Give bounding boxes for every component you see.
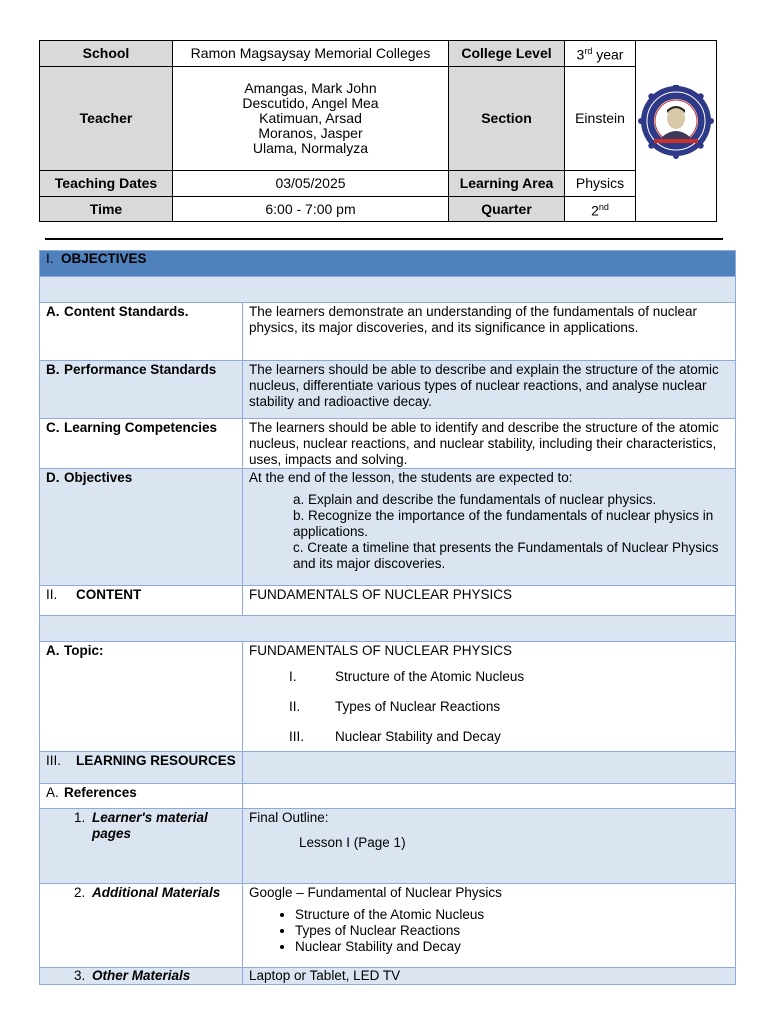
logo-cell [636, 41, 717, 222]
school-value: Ramon Magsaysay Memorial Colleges [173, 41, 449, 67]
objectives-row: D. Objectives At the end of the lesson, the students are expected to: a. Explain and describe the fundamentals of nuclear physics. b. Recognize the importance of the fundamentals of nuclear physics in applications. c. Create a timeline that presents the Fundamentals of Nuclear Physics and its major discoveries. [40, 469, 736, 586]
teaching-dates-value: 03/05/2025 [173, 171, 449, 197]
school-label: School [40, 41, 173, 67]
content-standards-label: Content Standards. [64, 304, 189, 319]
additional-materials-text: Google – Fundamental of Nuclear Physics [249, 885, 502, 900]
learning-competencies-row: C. Learning Competencies The learners should be able to identify and describe the structure of the atomic nucleus, nuclear reactions, and nuclear stability, including their characteristics, uses, impacts and solving. [40, 419, 736, 469]
learning-competencies-label: Learning Competencies [64, 420, 218, 435]
quarter-label: Quarter [449, 197, 565, 222]
content-value: FUNDAMENTALS OF NUCLEAR PHYSICS [243, 586, 736, 616]
topic-label: Topic: [64, 643, 104, 658]
objectives-section-header [40, 251, 736, 277]
performance-standards-text: The learners should be able to describe and explain the structure of the atomic nucleus, differentiate various types of nuclear reactions, and analyse nuclear stability and radioactive decay. [243, 361, 736, 419]
college-seal-logo-icon [638, 85, 714, 175]
teaching-dates-label: Teaching Dates [40, 171, 173, 197]
additional-materials-row: 2. Additional Materials Google – Fundamental of Nuclear Physics • Structure of the Atomic Nucleus • Types of Nuclear Reactions • Nuclear Stability and Decay [40, 884, 736, 968]
section-label: Section [449, 67, 565, 171]
content-row [40, 586, 736, 616]
topic-item: III. Nuclear Stability and Decay [289, 729, 501, 744]
spacer-row [40, 277, 736, 303]
teacher-name: Moranos, Jasper [258, 125, 363, 141]
objectives-title: OBJECTIVES [61, 251, 147, 266]
spacer-row [40, 616, 736, 642]
teacher-name: Ulama, Normalyza [252, 140, 369, 156]
learning-resources-row [40, 752, 736, 784]
learning-competencies-text: The learners should be able to identify and describe the structure of the atomic nucleus, nuclear reactions, and nuclear stability, including their characteristics, uses, impacts and solving. [243, 419, 736, 469]
objectives-label: Objectives [64, 470, 133, 485]
learner-material-label: Learner's material pages [92, 810, 208, 841]
content-standards-text: The learners demonstrate an understanding of the fundamentals of nuclear physics, its major discoveries, and its significance in applications. [243, 303, 736, 361]
content-num: II. [46, 587, 58, 602]
teacher-list [173, 67, 449, 171]
list-item: • Structure of the Atomic Nucleus [295, 907, 729, 923]
objectives-intro: At the end of the lesson, the students are expected to: [249, 470, 573, 485]
objectives-num: I. [46, 251, 54, 266]
college-level-label: College Level [449, 41, 565, 67]
content-standards-row: A. Content Standards. The learners demonstrate an understanding of the fundamentals of nuclear physics, its major discoveries, and its significance in applications. [40, 303, 736, 361]
divider-rule [45, 238, 723, 240]
learner-material-row: 1. Learner's material pages Final Outline: Lesson I (Page 1) [40, 809, 736, 884]
teacher-label: Teacher [40, 67, 173, 171]
learning-resources-title: LEARNING RESOURCES [76, 753, 236, 768]
learning-resources-num: III. [46, 753, 62, 768]
list-item: • Nuclear Stability and Decay [295, 939, 729, 955]
additional-materials-label: Additional Materials [92, 885, 221, 900]
other-materials-row: 3. Other Materials Laptop or Tablet, LED TV [40, 968, 736, 985]
time-label: Time [40, 197, 173, 222]
learning-area-label: Learning Area [449, 171, 565, 197]
time-value: 6:00 - 7:00 pm [173, 197, 449, 222]
references-label: References [64, 785, 137, 800]
objective-item: a. Explain and describe the fundamentals of nuclear physics. [293, 492, 657, 507]
other-materials-label: Other Materials [92, 968, 191, 983]
learning-area-value: Physics [565, 171, 636, 197]
college-level-value: 3rd year [565, 41, 636, 67]
other-materials-text: Laptop or Tablet, LED TV [243, 968, 736, 985]
learner-material-sub: Lesson I (Page 1) [299, 835, 406, 850]
topic-item: II. Types of Nuclear Reactions [289, 699, 501, 714]
topic-title: FUNDAMENTALS OF NUCLEAR PHYSICS [249, 643, 513, 658]
lesson-header-table [39, 40, 717, 222]
section-value: Einstein [565, 67, 636, 171]
list-item: • Types of Nuclear Reactions [295, 923, 729, 939]
teacher-name: Katimuan, Arsad [259, 110, 362, 126]
learner-material-text: Final Outline: [249, 810, 329, 825]
topic-item: I. Structure of the Atomic Nucleus [289, 669, 525, 684]
teacher-name: Amangas, Mark John [244, 80, 377, 96]
teacher-name: Descutido, Angel Mea [242, 95, 379, 111]
objective-item: c. Create a timeline that presents the Fundamentals of Nuclear Physics and its major discoveries. [293, 540, 719, 571]
topic-row: A. Topic: FUNDAMENTALS OF NUCLEAR PHYSICS I. Structure of the Atomic Nucleus II. Types of Nuclear Reactions III. Nuclear Stability and Decay [40, 642, 736, 752]
performance-standards-row: B. Performance Standards The learners should be able to describe and explain the structure of the atomic nucleus, differentiate various types of nuclear reactions, and analyse nuclear stability and radioactive decay. [40, 361, 736, 419]
lesson-plan-table [39, 250, 736, 985]
references-row: A. References [40, 784, 736, 809]
additional-materials-list [249, 907, 729, 955]
objective-item: b. Recognize the importance of the fundamentals of nuclear physics in applications. [293, 508, 714, 539]
performance-standards-label: Performance Standards [64, 362, 217, 377]
content-title: CONTENT [76, 587, 142, 602]
quarter-value: 2nd [565, 197, 636, 222]
